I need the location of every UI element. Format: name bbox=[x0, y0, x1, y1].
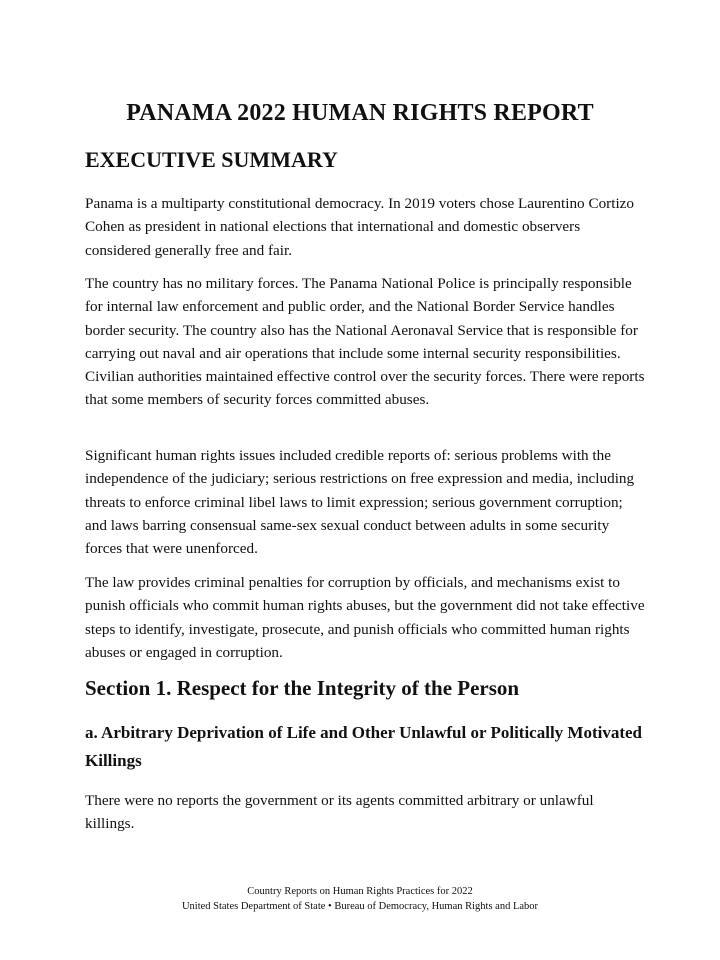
footer-line-2: United States Department of State • Bureau of Democracy, Human Rights and Labor bbox=[181, 901, 539, 912]
footer-line-1: Country Reports on Human Rights Practices for 2022 bbox=[247, 886, 473, 897]
section-1-heading: Section 1. Respect for the Integrity of the Person bbox=[85, 676, 520, 700]
executive-summary-heading: EXECUTIVE SUMMARY bbox=[85, 147, 338, 172]
page-footer bbox=[0, 884, 720, 914]
summary-paragraph-4: The law provides criminal penalties for corruption by officials, and mechanisms exist to punish officials who commit human rights abuses, but the government did not take effective steps to identify, investigate, prosecute, and punish officials who committed human rights abuses or engaged in corruption. bbox=[85, 574, 645, 661]
summary-paragraph-3: Significant human rights issues included credible reports of: serious problems with the independence of the judiciary; serious restrictions on free expression and media, including threats to enforce criminal libel laws to limit expression; serious government corruption; and laws barring consensual same-sex sexual conduct between adults in some security forces that were unenforced. bbox=[85, 447, 635, 558]
subsection-a-paragraph: There were no reports the government or its agents committed arbitrary or unlawful killings. bbox=[85, 792, 594, 833]
summary-paragraph-2: The country has no military forces. The Panama National Police is principally responsible for internal law enforcement and public order, and the National Border Service handles border security. The country also has the National Aeronaval Service that is responsible for carrying out naval and air operations that include some internal security responsibilities. Civilian authorities maintained effective control over the security forces. There were reports that some members of security forces committed abuses. bbox=[85, 275, 645, 409]
subsection-a-heading: a. Arbitrary Deprivation of Life and Other Unlawful or Politically Motivated Killings bbox=[85, 723, 643, 770]
document-title: PANAMA 2022 HUMAN RIGHTS REPORT bbox=[126, 100, 594, 126]
summary-paragraph-1: Panama is a multiparty constitutional democracy. In 2019 voters chose Laurentino Cortizo Cohen as president in national elections that international and domestic observers considered generally free and fair. bbox=[85, 195, 634, 259]
